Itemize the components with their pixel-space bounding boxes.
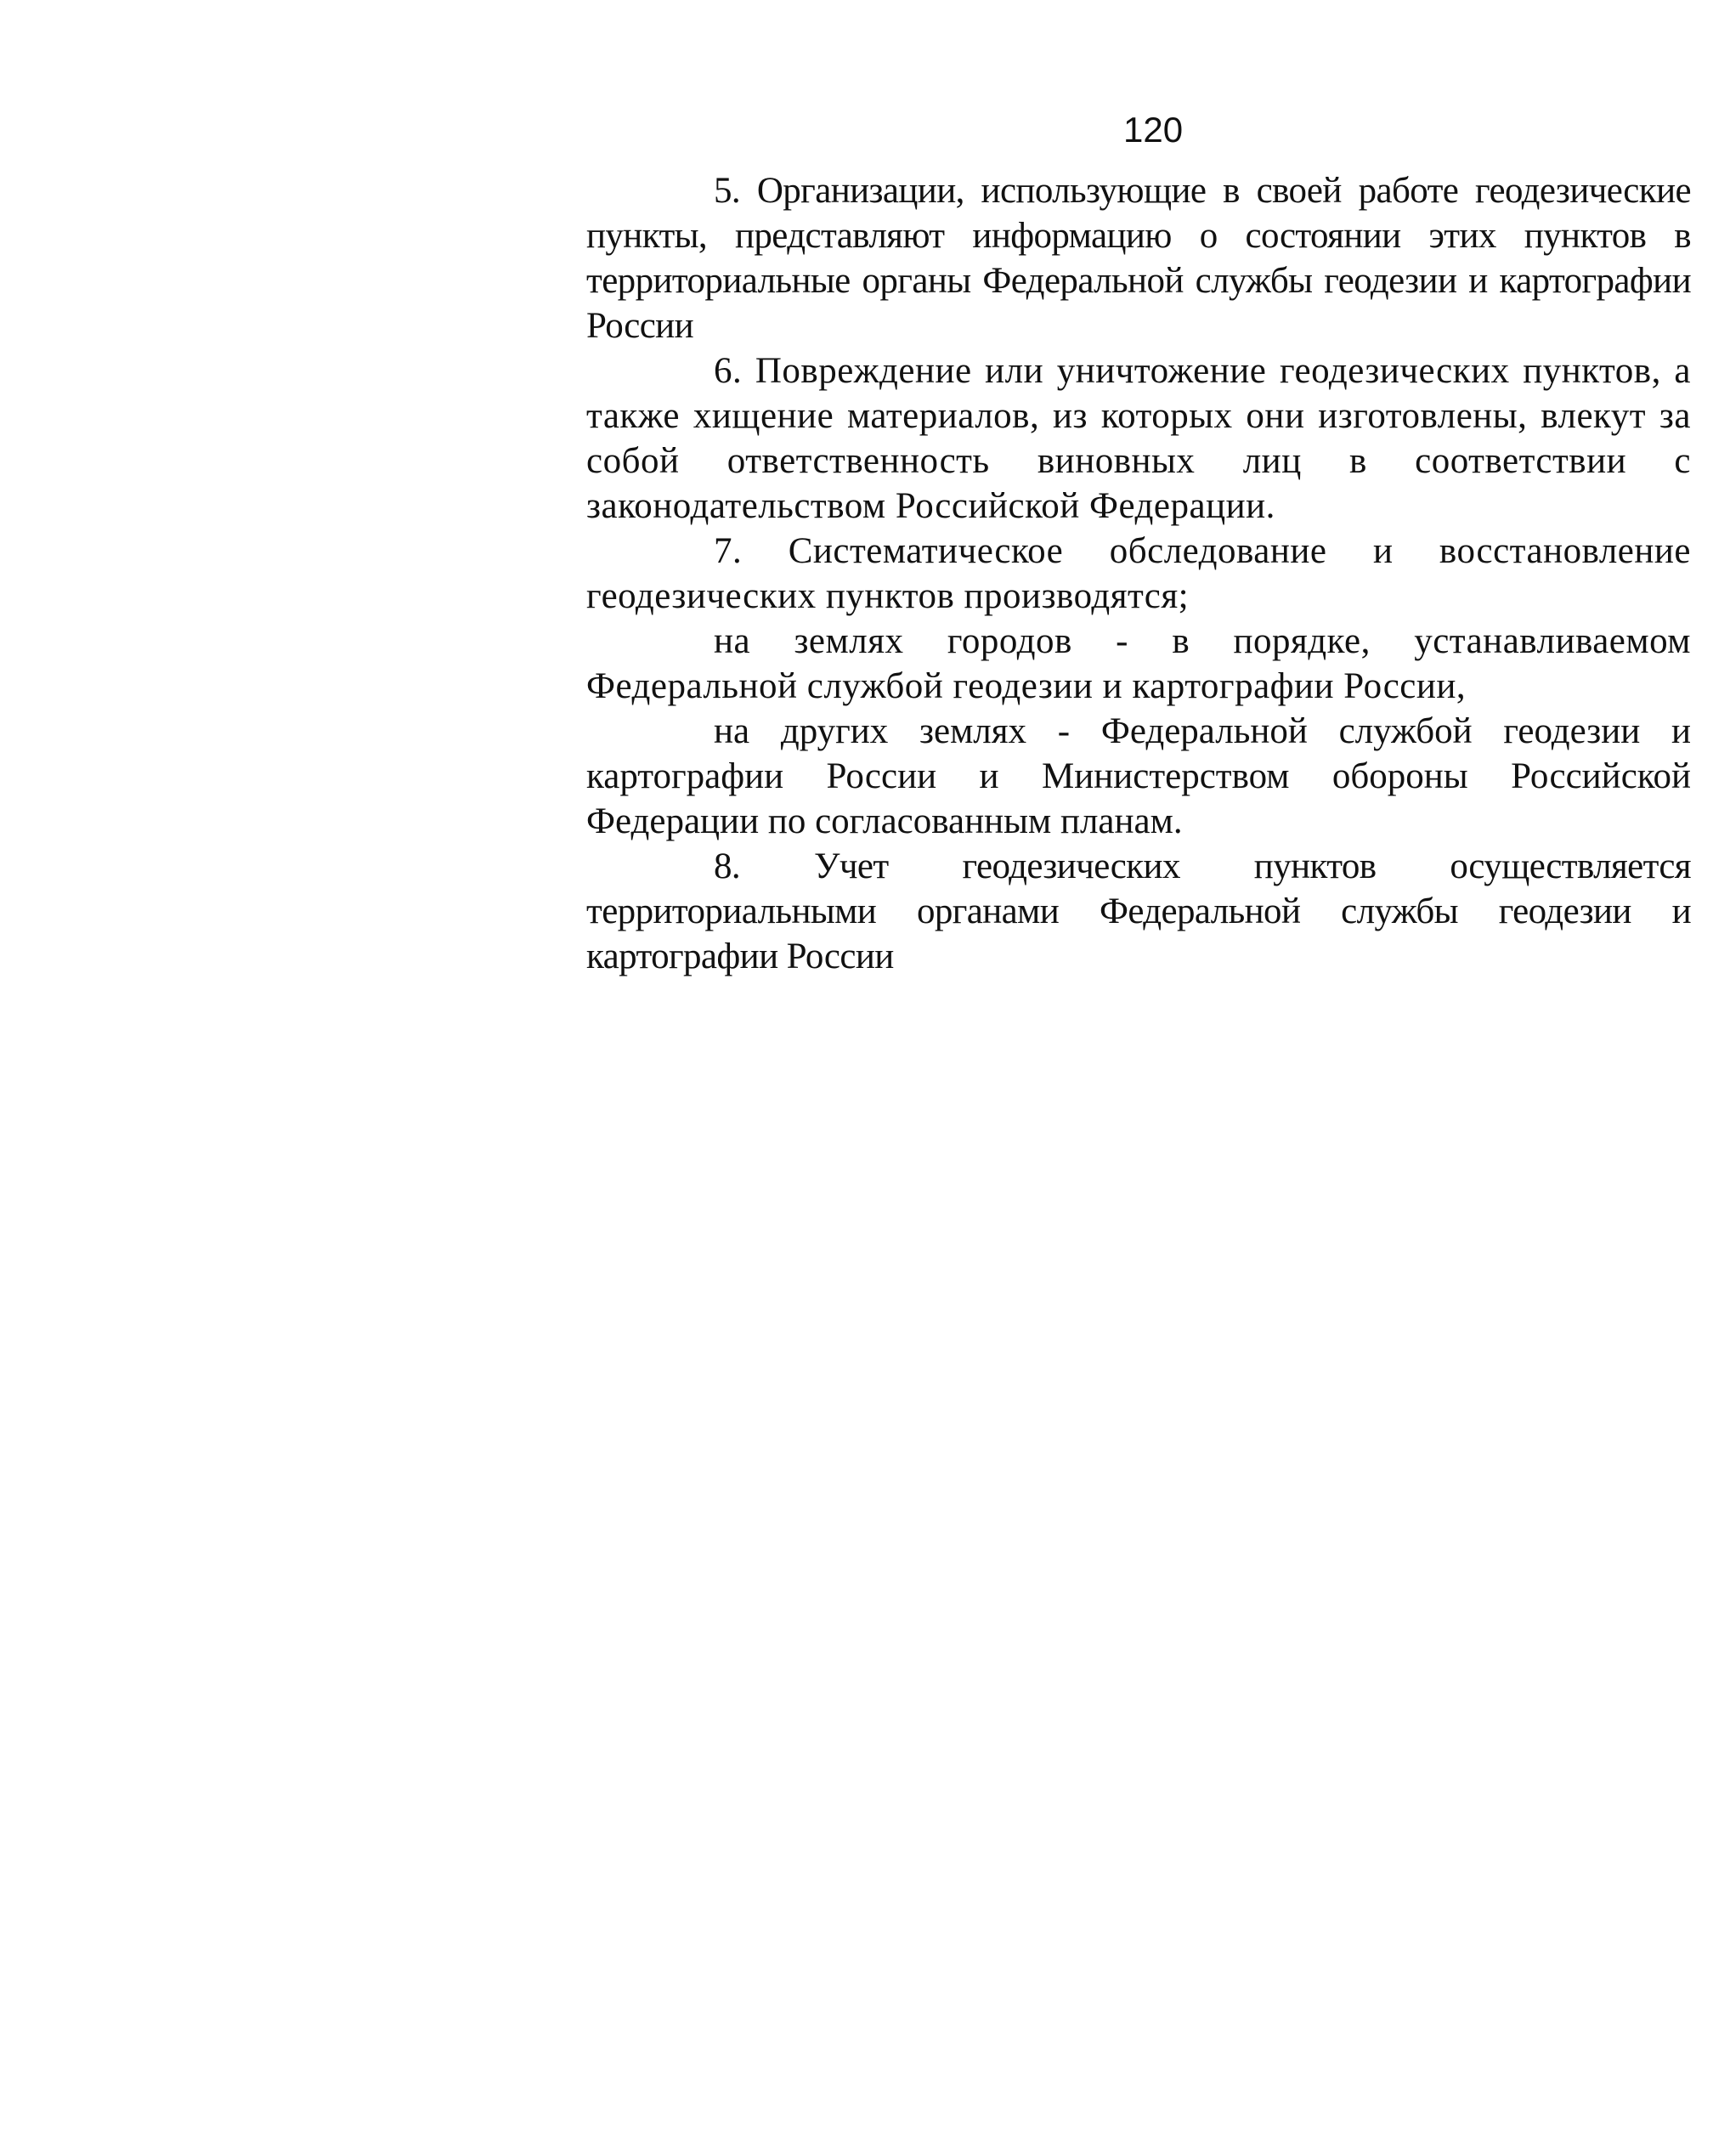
document-body	[586, 168, 1691, 979]
paragraph-7-other-lands: на других землях - Федеральной службой геодезии и картографии России и Министерством обороны Российской Федерации по согласованным планам.	[586, 711, 1691, 841]
paragraph-5: 5. Организации, использующие в своей работе геодезические пункты, представляют информацию о состоянии этих пунктов в территориальные органы Федеральной службы геодезии и картографии России	[586, 171, 1691, 346]
paragraph-7: 7. Систематическое обследование и восстановление геодезических пунктов производятся;	[586, 531, 1691, 616]
paragraph-6: 6. Повреждение или уничтожение геодезических пунктов, а также хищение материалов, из которых они изготовлены, влекут за собой ответственность виновных лиц в соответствии с законодательством Российской Федерации.	[586, 351, 1691, 526]
paragraph-8: 8. Учет геодезических пунктов осуществляется территориальными органами Федеральной службы геодезии и картографии России	[586, 846, 1691, 976]
page-number: 120	[1123, 110, 1184, 150]
paragraph-7-urban-lands: на землях городов - в порядке, устанавливаемом Федеральной службой геодезии и картографии России,	[586, 621, 1691, 706]
